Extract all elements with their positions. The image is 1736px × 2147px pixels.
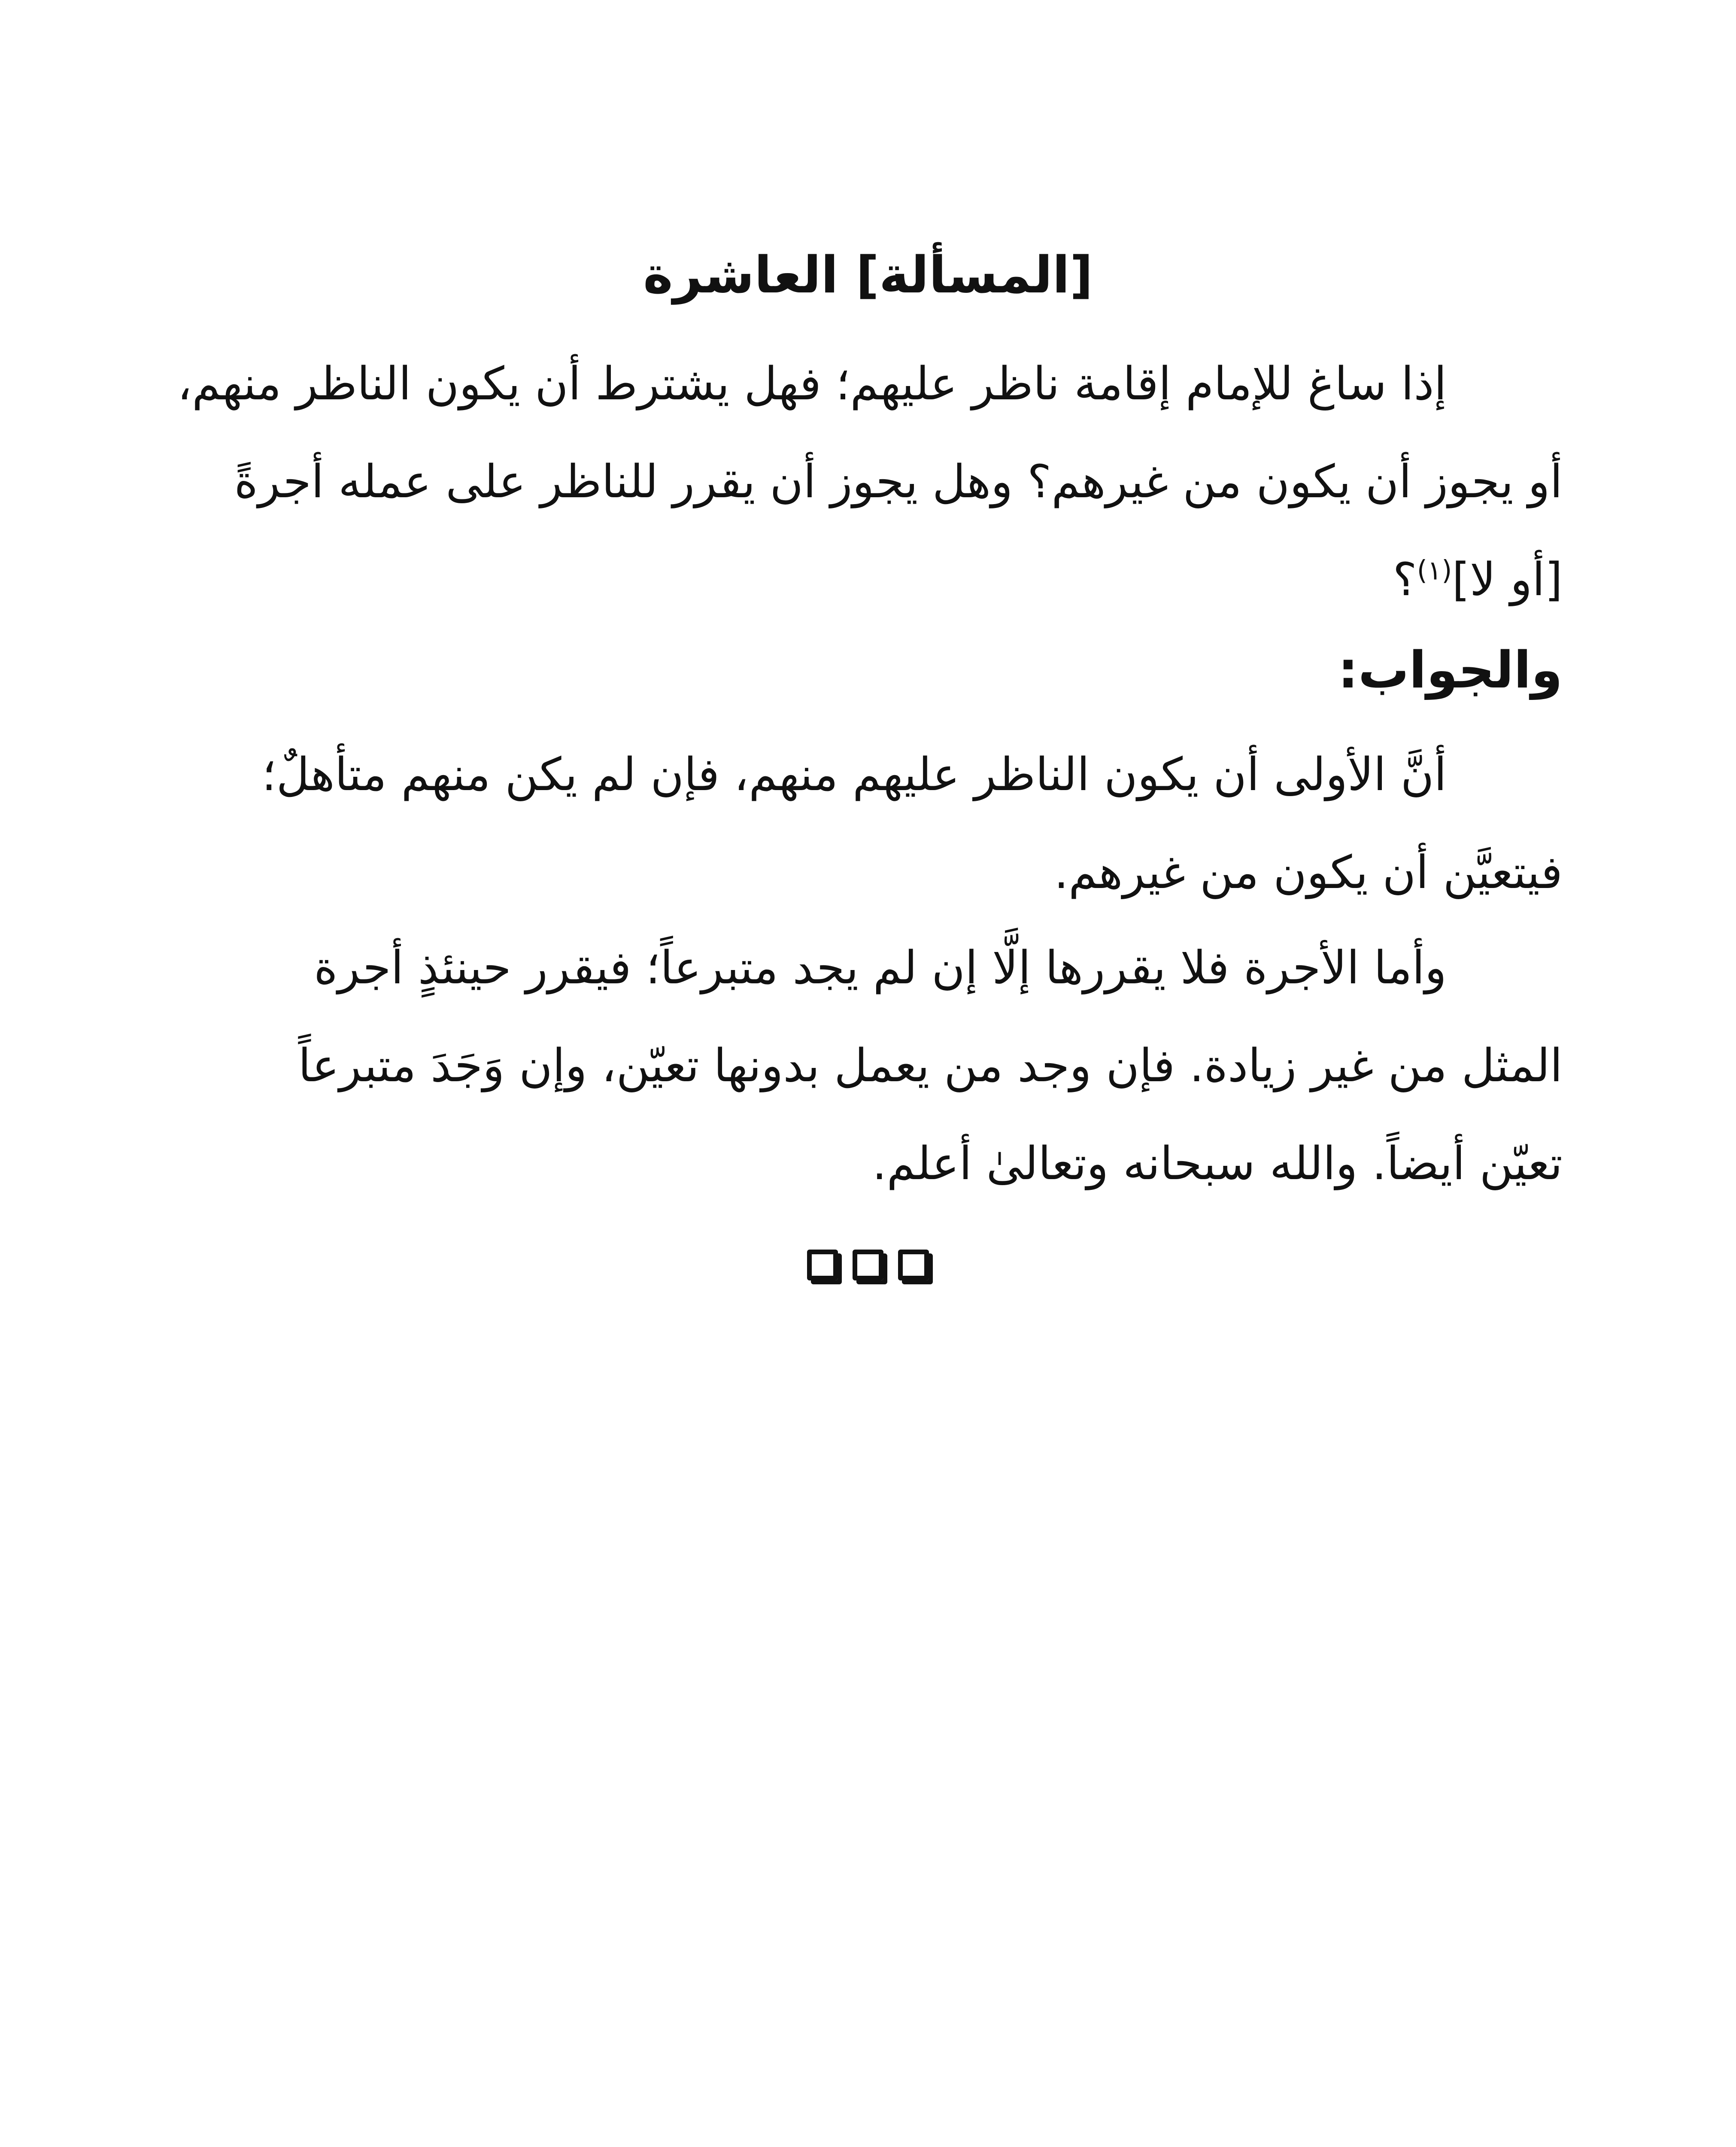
square-ornament-icon (807, 1250, 838, 1280)
square-ornament-icon (898, 1250, 929, 1280)
section-heading: [المسألة] العاشرة (643, 245, 1093, 304)
answer-paragraph-2-line-2: المثل من غير زيادة. فإن وجد من يعمل بدونها تعيّن، وإن وَجَدَ متبرعاً (298, 1039, 1563, 1092)
answer-paragraph-2-line-1: وأما الأجرة فلا يقررها إلَّا إن لم يجد متبرعاً؛ فيقرر حينئذٍ أجرة (314, 941, 1447, 994)
answer-paragraph-1-line-2: فيتعيَّن أن يكون من غيرهم. (1054, 846, 1563, 899)
answer-paragraph-2 (223, 919, 1563, 1213)
answer-paragraph-2-line-3: تعيّن أيضاً. والله سبحانه وتعالىٰ أعلم. (872, 1137, 1563, 1190)
answer-paragraph-1 (223, 726, 1563, 921)
question-mark: ؟ (1393, 553, 1417, 606)
question-paragraph (177, 335, 1563, 629)
question-line-3-text: [أو لا] (1452, 553, 1563, 606)
question-line-3 (223, 531, 1563, 629)
answer-paragraph-1-line-1: أنَّ الأولى أن يكون الناظر عليهم منهم، فإن لم يكن منهم متأهلٌ؛ (261, 748, 1447, 801)
question-line-1: إذا ساغ للإمام إقامة ناظر عليهم؛ فهل يشترط أن يكون الناظر منهم، (177, 357, 1447, 410)
footnote-reference: (١) (1417, 554, 1452, 586)
three-squares-ornament (0, 1250, 1736, 1280)
square-ornament-icon (853, 1250, 883, 1280)
answer-label: والجواب: (1338, 640, 1563, 699)
question-line-2: أو يجوز أن يكون من غيرهم؟ وهل يجوز أن يقرر للناظر على عمله أجرةً (234, 455, 1563, 508)
